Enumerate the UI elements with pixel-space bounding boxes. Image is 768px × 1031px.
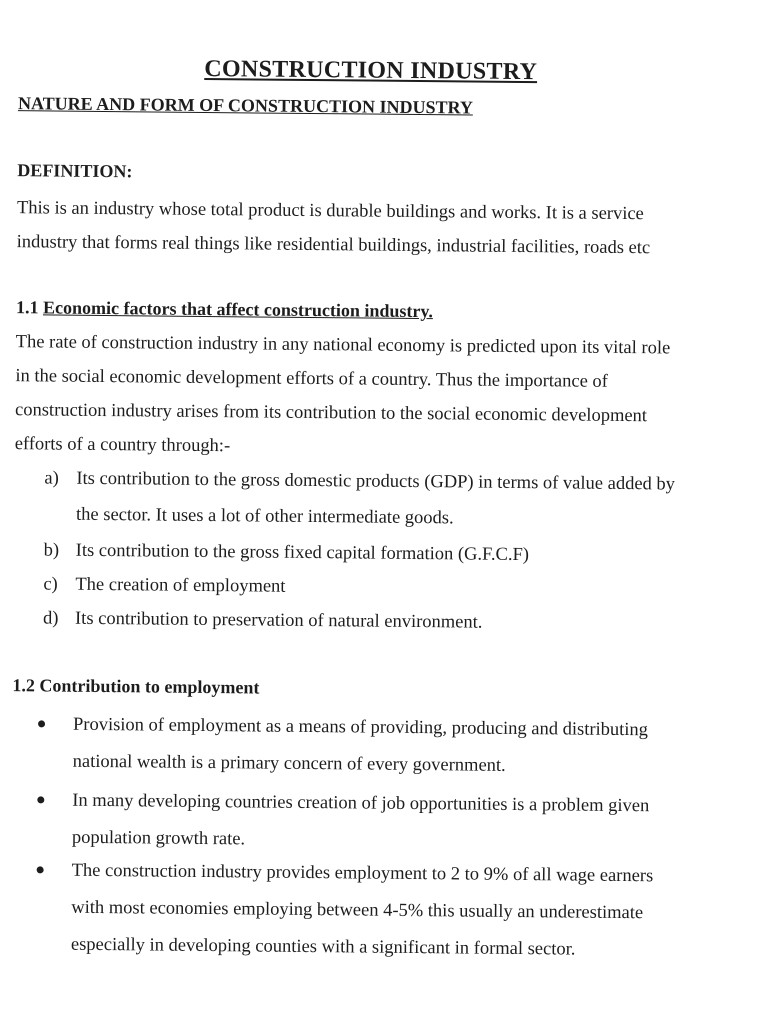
paragraph-line: in the social economic development efforts of a country. Thus the importance of (15, 366, 608, 392)
list-item-d (42, 600, 763, 633)
list-marker: c) (43, 574, 58, 595)
list-text (76, 461, 675, 539)
bullet-text (71, 853, 654, 970)
list-marker: d) (42, 608, 59, 629)
section-1-1-paragraph (15, 325, 764, 468)
bullet-text (72, 783, 650, 863)
section-1-1-heading (16, 297, 433, 322)
page-title: CONSTRUCTION INDUSTRY (204, 55, 538, 86)
section-number: 1.1 (15, 297, 39, 318)
bullet-icon (38, 720, 45, 727)
bullet-text (73, 707, 649, 787)
list-text (75, 601, 483, 641)
paragraph-line: The rate of construction industry in any national economy is predicted upon its vital role (15, 332, 671, 359)
list-line: the sector. It uses a lot of other intermediate goods. (75, 504, 454, 529)
list-marker: a) (44, 468, 59, 489)
bullet-line: Provision of employment as a means of providing, producing and distributing (72, 714, 649, 741)
paragraph-line: This is an industry whose total product is durable buildings and works. It is a service (16, 198, 644, 225)
list-line: Its contribution to preservation of natural environment. (74, 608, 483, 633)
definition-heading: DEFINITION: (17, 160, 133, 182)
list-line: Its contribution to the gross domestic products (GDP) in terms of value added by (76, 468, 676, 495)
list-line: The creation of employment (75, 574, 286, 597)
bullet-line: with most economies employing between 4-5% this usually an underestimate (71, 897, 644, 924)
bullet-icon (37, 796, 44, 803)
page-subtitle: NATURE AND FORM OF CONSTRUCTION INDUSTRY (17, 93, 473, 118)
list-line: Its contribution to the gross fixed capital formation (G.F.C.F) (75, 540, 530, 566)
list-marker: b) (43, 540, 60, 561)
paragraph-line: construction industry arises from its contribution to the social economic development (14, 400, 648, 427)
bullet-line: especially in developing counties with a significant in formal sector. (70, 934, 576, 960)
paragraph-line: industry that forms real things like residential buildings, industrial facilities, roads etc (16, 232, 651, 259)
bullet-line: population growth rate. (71, 827, 246, 850)
definition-paragraph (17, 191, 766, 266)
list-text (75, 567, 285, 605)
paragraph-line: efforts of a country through:- (14, 434, 231, 457)
bullet-line: The construction industry provides employment to 2 to 9% of all wage earners (71, 860, 654, 887)
bullet-line: national wealth is a primary concern of every government. (72, 751, 506, 776)
bullet-icon (37, 866, 44, 873)
section-1-2-heading: 1.2 Contribution to employment (12, 675, 260, 698)
section-title: Economic factors that affect construction industry. (42, 297, 434, 322)
bullet-item (38, 706, 758, 776)
bullet-line: In many developing countries creation of job opportunities is a problem given (72, 790, 650, 817)
